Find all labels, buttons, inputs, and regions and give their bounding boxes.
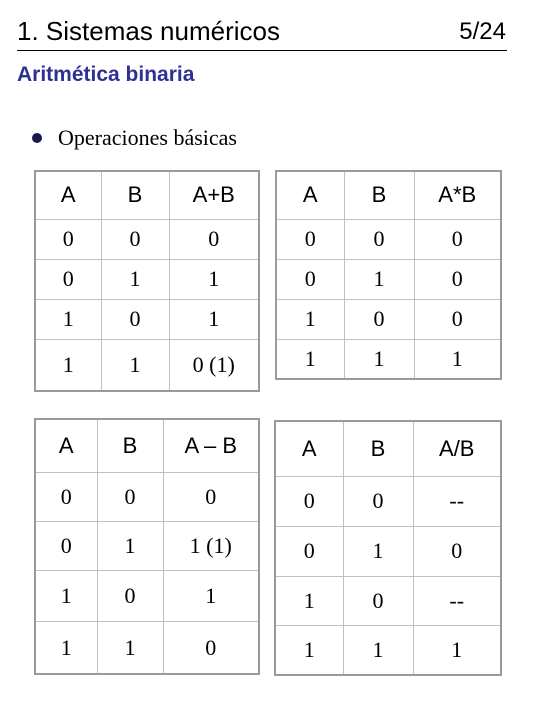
- table-cell: 0: [276, 219, 344, 259]
- table-cell: 1: [97, 521, 163, 570]
- table-cell: 1: [35, 299, 101, 339]
- table-header-row: [275, 421, 501, 476]
- title-divider: [17, 50, 507, 51]
- header-cell: A/B: [413, 421, 501, 476]
- table-cell: 0: [414, 219, 501, 259]
- bullet-text: Operaciones básicas: [58, 125, 237, 150]
- table-cell: 0: [343, 576, 413, 625]
- header-cell: A: [35, 171, 101, 219]
- table-row: [35, 259, 259, 299]
- table-row: [275, 625, 501, 675]
- bullet-icon: [32, 133, 42, 143]
- table-cell: 0: [35, 472, 97, 521]
- header-cell: B: [97, 419, 163, 472]
- sum-table: [34, 170, 260, 392]
- div-table: [274, 420, 502, 676]
- table-row: [35, 521, 259, 570]
- table-header-row: [35, 171, 259, 219]
- table-cell: 0: [275, 476, 343, 526]
- table-cell: --: [413, 576, 501, 625]
- table-cell: 0: [414, 259, 501, 299]
- table-row: [275, 576, 501, 625]
- table-row: [275, 526, 501, 576]
- table-cell: 1: [101, 259, 169, 299]
- table-cell: 0: [35, 521, 97, 570]
- table-row: [35, 339, 259, 391]
- table-cell: 1: [343, 526, 413, 576]
- table-cell: 0: [97, 472, 163, 521]
- table-cell: 0: [163, 472, 259, 521]
- table-row: [35, 622, 259, 674]
- table-cell: 1: [276, 339, 344, 379]
- header-cell: B: [101, 171, 169, 219]
- table-cell: 1 (1): [163, 521, 259, 570]
- table-cell: 0: [35, 259, 101, 299]
- table-row: [35, 571, 259, 622]
- table-row: [35, 219, 259, 259]
- page-number: 5/24: [459, 18, 506, 45]
- table-cell: --: [413, 476, 501, 526]
- header-cell: A: [35, 419, 97, 472]
- table-row: [275, 476, 501, 526]
- table-header-row: [35, 419, 259, 472]
- header-cell: A: [275, 421, 343, 476]
- table-cell: 1: [35, 339, 101, 391]
- table-cell: 0: [169, 219, 259, 259]
- table-cell: 0: [101, 219, 169, 259]
- table-cell: 0: [163, 622, 259, 674]
- header-cell: A: [276, 171, 344, 219]
- header-cell: A – B: [163, 419, 259, 472]
- table-cell: 1: [97, 622, 163, 674]
- table-cell: 0: [275, 526, 343, 576]
- mul-table: [275, 170, 502, 380]
- table-cell: 1: [344, 339, 414, 379]
- table-cell: 1: [344, 259, 414, 299]
- table-cell: 0: [344, 299, 414, 339]
- section-subtitle: Aritmética binaria: [17, 63, 195, 86]
- table-cell: 1: [413, 625, 501, 675]
- table-cell: 0: [413, 526, 501, 576]
- header-cell: A*B: [414, 171, 501, 219]
- table-cell: 1: [35, 571, 97, 622]
- table-cell: 1: [169, 299, 259, 339]
- table-cell: 1: [169, 259, 259, 299]
- header-cell: B: [343, 421, 413, 476]
- table-cell: 0: [344, 219, 414, 259]
- table-cell: 0 (1): [169, 339, 259, 391]
- table-cell: 0: [343, 476, 413, 526]
- table-cell: 1: [276, 299, 344, 339]
- header-cell: A+B: [169, 171, 259, 219]
- table-row: [276, 339, 501, 379]
- table-header-row: [276, 171, 501, 219]
- table-cell: 1: [35, 622, 97, 674]
- table-cell: 0: [276, 259, 344, 299]
- table-row: [35, 299, 259, 339]
- table-cell: 0: [35, 219, 101, 259]
- table-row: [276, 299, 501, 339]
- table-cell: 0: [414, 299, 501, 339]
- table-row: [35, 472, 259, 521]
- table-cell: 1: [275, 625, 343, 675]
- table-row: [276, 219, 501, 259]
- table-cell: 1: [275, 576, 343, 625]
- table-cell: 1: [343, 625, 413, 675]
- slide-title: 1. Sistemas numéricos: [17, 16, 280, 46]
- sub-table: [34, 418, 260, 675]
- table-cell: 0: [101, 299, 169, 339]
- header-cell: B: [344, 171, 414, 219]
- table-row: [276, 259, 501, 299]
- table-cell: 1: [414, 339, 501, 379]
- table-cell: 1: [101, 339, 169, 391]
- table-cell: 1: [163, 571, 259, 622]
- table-cell: 0: [97, 571, 163, 622]
